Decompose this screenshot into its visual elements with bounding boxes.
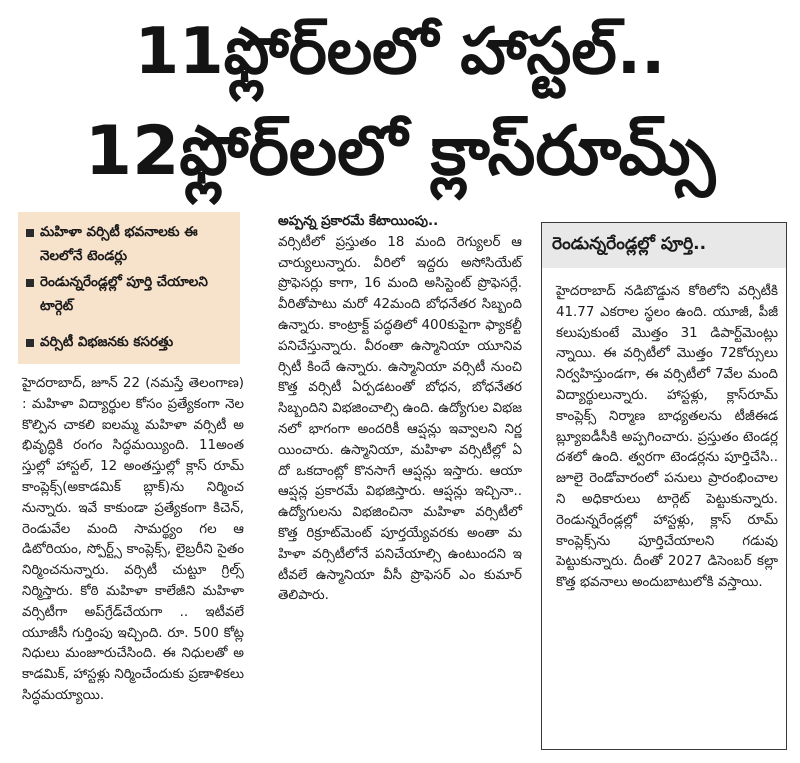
- highlight-item: [18, 270, 240, 318]
- square-bullet-icon: [26, 279, 34, 287]
- column-1-text: హైదరాబాద్, జూన్ 22 (నమస్తే తెలంగాణ) : మహిళా విద్యార్థుల కోసం ప్రత్యేకంగా నెలకొల్పిన చాకలి ఐలమ్మ మహిళా వర్సిటీ అభివృద్ధికి రంగం సిద్ధమయ్యింది. 11అంతస్తుల్లో హాస్టల్, 12 అంతస్తుల్లో క్లాస్ రూమ్ కాంప్లెక్స్(అకాడమిక్ బ్లాక్)ను నిర్మించనున్నారు. ఇవే కాకుండా ప్రత్యేకంగా కిచెన్, రెండువేల మంది సామర్థ్యం గల ఆడిటోరియం, స్పోర్ట్స్ కాంప్లెక్స్, లైబ్రరీని సైతం నిర్మించనున్నారు. వర్సిటీ చుట్టూ గ్రిల్స్ నిర్మిస్తారు. కోఠి మహిళా కాలేజీని మహిళా వర్సిటీగా అప్‌గ్రేడ్‌చేయగా .. ఇటీవలే యూజీసీ గుర్తింపు ఇచ్చింది. రూ. 500 కోట్ల నిధులు మంజూరుచేసింది. ఈ నిధులతో అకాడమిక్, హాస్టళ్లు నిర్మించేందుకు ప్రణాళికలు సిద్ధమయ్యాయి.: [22, 376, 244, 703]
- article-column-1: [22, 374, 244, 707]
- column-3-text: హైదరాబాద్ నడిబొడ్డున కోఠిలోని వర్సిటీకి 41.77 ఎకరాల స్థలం ఉంది. యూజీ, పీజీ కలుపుకుంటే మొత్తం 31 డిపార్ట్‌మెంట్లు న్నాయి. ఈ వర్సిటీలో మొత్తం 72కోర్సులు నిర్వహిస్తుండగా, ఈ వర్సిటీలో 7వేల మంది విద్యార్థులున్నారు. హాస్టళ్లు, క్లాస్‌రూమ్ కాంప్లెక్స్ నిర్మాణ బాధ్యతలను టీజీఈడబ్ల్యూఐడీసీకి అప్పగించారు. ప్రస్తుతం టెండర్ల దశలో ఉంది. త్వరగా టెండర్లను పూర్తిచేసి.. జూలై రెండోవారంలో పనులు ప్రారంభించాలని అధికారులు టార్గెట్ పెట్టుకున్నారు. రెండున్నరేండ్లల్లో హాస్టళ్లు, క్లాస్ రూమ్ కాంప్లెక్స్‌ను పూర్తిచేయాలని గడువు పెట్టుకున్నారు. దీంతో 2027 డిసెంబర్ కల్లా కొత్త భవనాలు అందుబాటులోకి వస్తాయి.: [556, 284, 778, 591]
- highlight-item: [18, 220, 240, 268]
- square-bullet-icon: [26, 229, 34, 237]
- highlight-text: మహిళా వర్సిటీ భవనాలకు ఈ నెలలోనే టెండర్లు: [40, 224, 198, 264]
- highlight-item: [18, 330, 240, 354]
- article-column-2: [278, 212, 522, 607]
- highlights-box: [18, 212, 240, 364]
- column-2-lead: అప్పన్న ప్రకారమే కేటాయింపు..: [278, 214, 439, 229]
- highlight-text: రెండున్నరేండ్లల్లో పూర్తి చేయాలని టార్గెట్: [40, 274, 208, 314]
- headline-line-2: 12ఫ్లోర్‌లలో క్లాస్‌రూమ్స్: [84, 112, 716, 191]
- column-2-text: వర్సిటీలో ప్రస్తుతం 18 మంది రెగ్యులర్ ఆచార్యులున్నారు. వీరిలో ఇద్దరు అసోసియేట్ ప్రొఫెసర్లు కాగా, 16 మంది అసిస్టెంట్ ప్రొఫెసర్లే. వీరితోపాటు మరో 42మంది బోధనేతర సిబ్బంది ఉన్నారు. కాంట్రాక్ట్ పద్ధతిలో 400కుపైగా ఫ్యాకల్టీ పనిచేస్తున్నారు. వీరంతా ఉస్మానియా యూనివర్సిటీ కిందే ఉన్నారు. ఉస్మానియా వర్సిటీ నుంచి కొత్త వర్సిటీ ఏర్పడటంతో బోధన, బోధనేతర సిబ్బందిని విభజించాల్సి ఉంది. ఉద్యోగుల విభజనలో భాగంగా అందరికీ ఆప్షన్లు ఇవ్వాలని నిర్ణయించారు. ఉస్మానియా, మహిళా వర్సిటీల్లో ఏదో ఒకదాంట్లో కొనసాగే ఆప్షన్లు ఇస్తారు. ఆయా ఆప్షన్ల ప్రకారమే విభజిస్తారు. ఆప్షన్లు ఇచ్చినా.. ఉద్యోగులను విభజించినా మహిళా వర్సిటీలో కొత్త రిక్రూట్‌మెంట్ పూర్తయ్యేవరకు అంతా మహిళా వర్సిటీలోనే పనిచేయాల్సి ఉంటుందని ఇటీవలే ఉస్మానియా వీసీ ప్రొఫెసర్ ఎం కుమార్ తెలిపారు.: [278, 234, 522, 604]
- headline-line-1: 11ఫ్లోర్‌లలో హాస్టల్..: [134, 15, 666, 89]
- article-column-3: [556, 282, 778, 594]
- square-bullet-icon: [26, 339, 34, 347]
- highlight-text: వర్సిటీ విభజనకు కసరత్తు: [40, 334, 174, 350]
- sidebar-subhead: రెండున్నరేండ్లల్లో పూర్తి..: [552, 234, 707, 254]
